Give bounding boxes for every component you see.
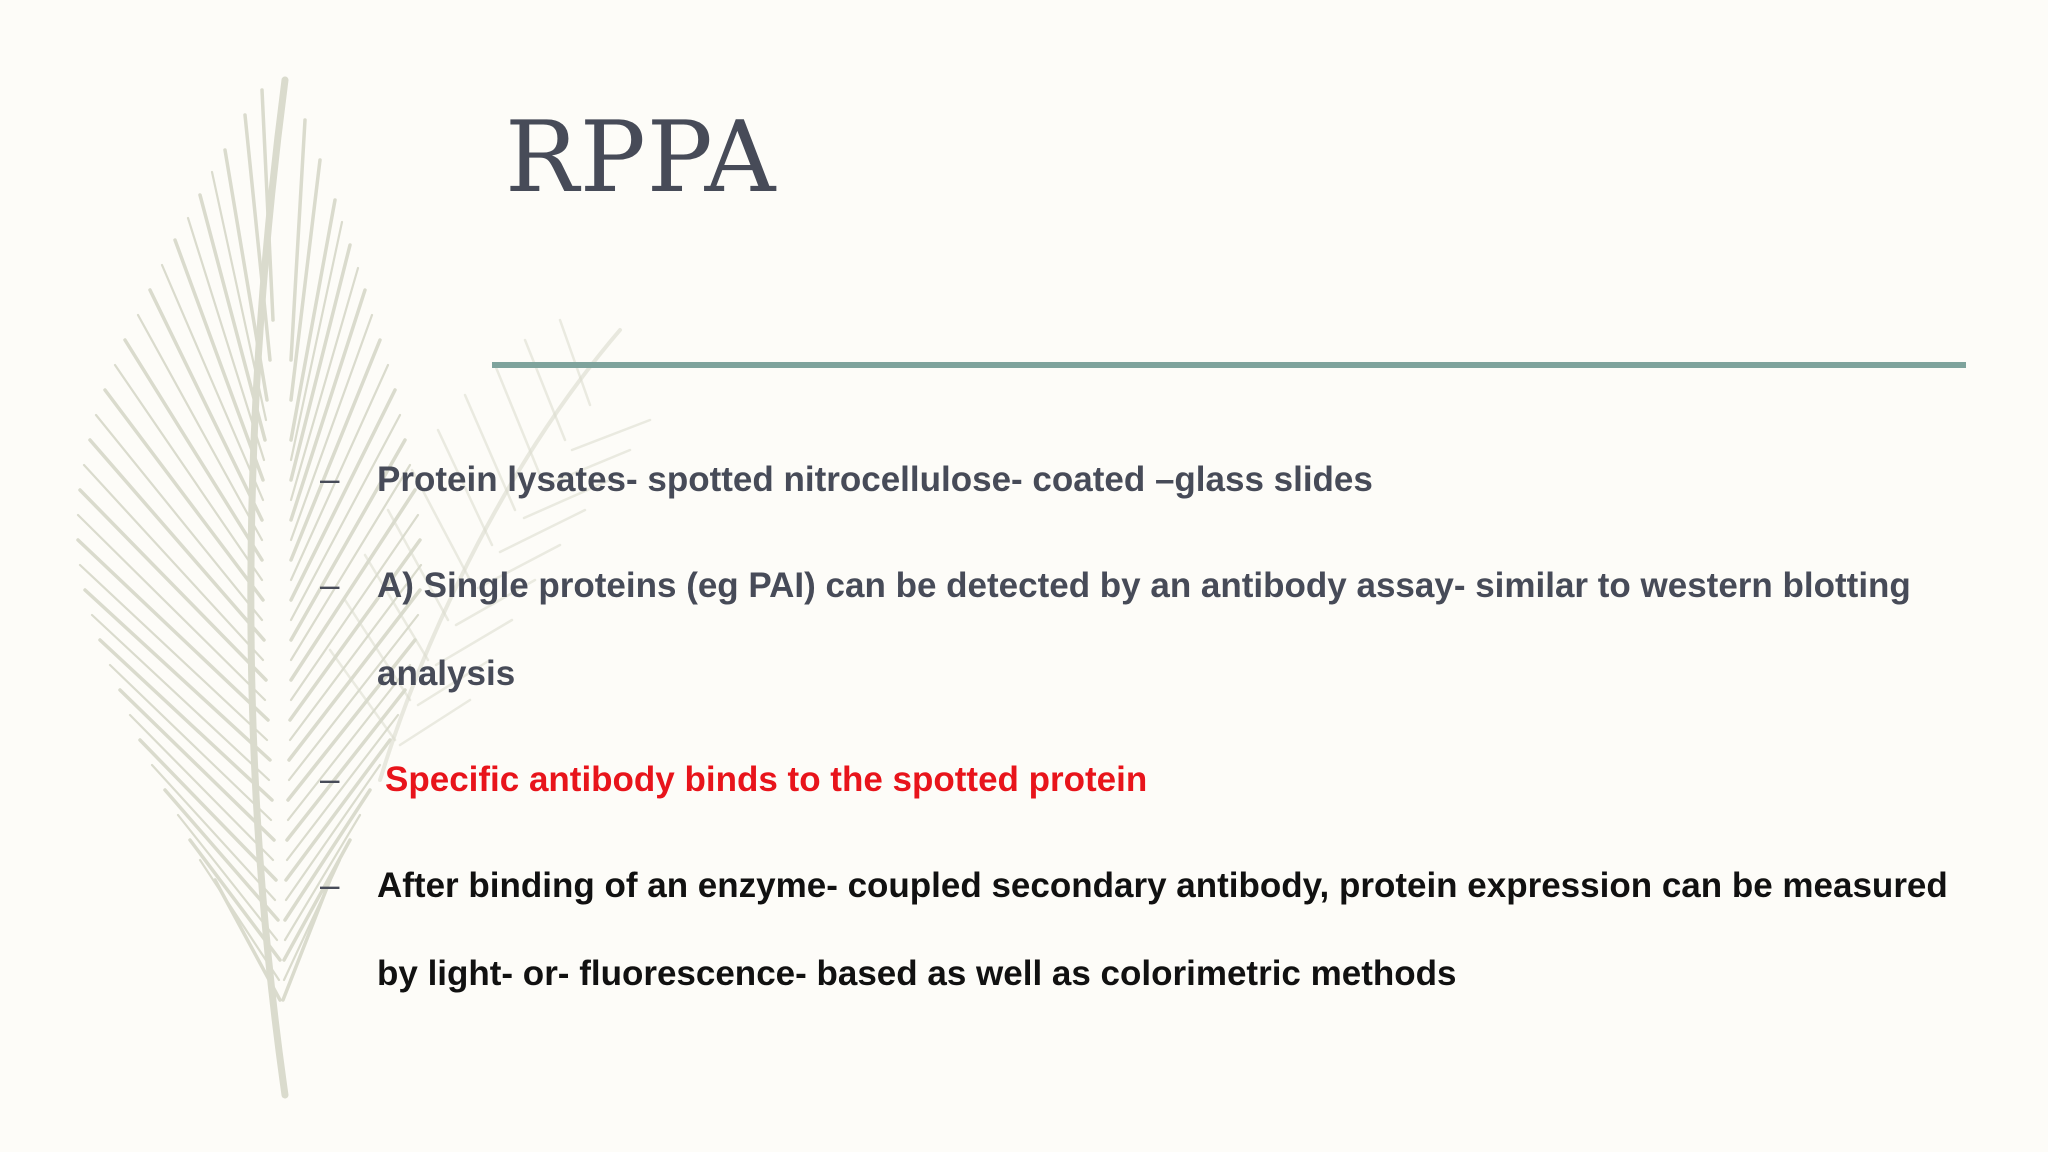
bullet-marker: –	[320, 866, 340, 905]
bullet-text: Specific antibody binds to the spotted protein	[385, 760, 1148, 799]
bullet-item	[320, 842, 1970, 1018]
bullet-text: After binding of an enzyme- coupled secondary antibody, protein expression can be measured by light- or- fluorescence- based as well as colorimetric methods	[377, 866, 1948, 993]
bullet-marker: –	[320, 760, 340, 799]
bullet-marker: –	[320, 460, 340, 499]
bullet-item-highlight	[320, 736, 1970, 824]
bullet-item	[320, 436, 1970, 524]
bullet-text: A) Single proteins (eg PAI) can be detected by an antibody assay- similar to western blotting analysis	[377, 566, 1911, 693]
bullet-list	[320, 436, 1970, 1036]
title-divider	[492, 362, 1966, 368]
slide-title: RPPA	[505, 101, 777, 215]
bullet-text: Protein lysates- spotted nitrocellulose- coated –glass slides	[377, 460, 1373, 499]
bullet-item	[320, 542, 1970, 718]
bullet-marker: –	[320, 566, 340, 605]
